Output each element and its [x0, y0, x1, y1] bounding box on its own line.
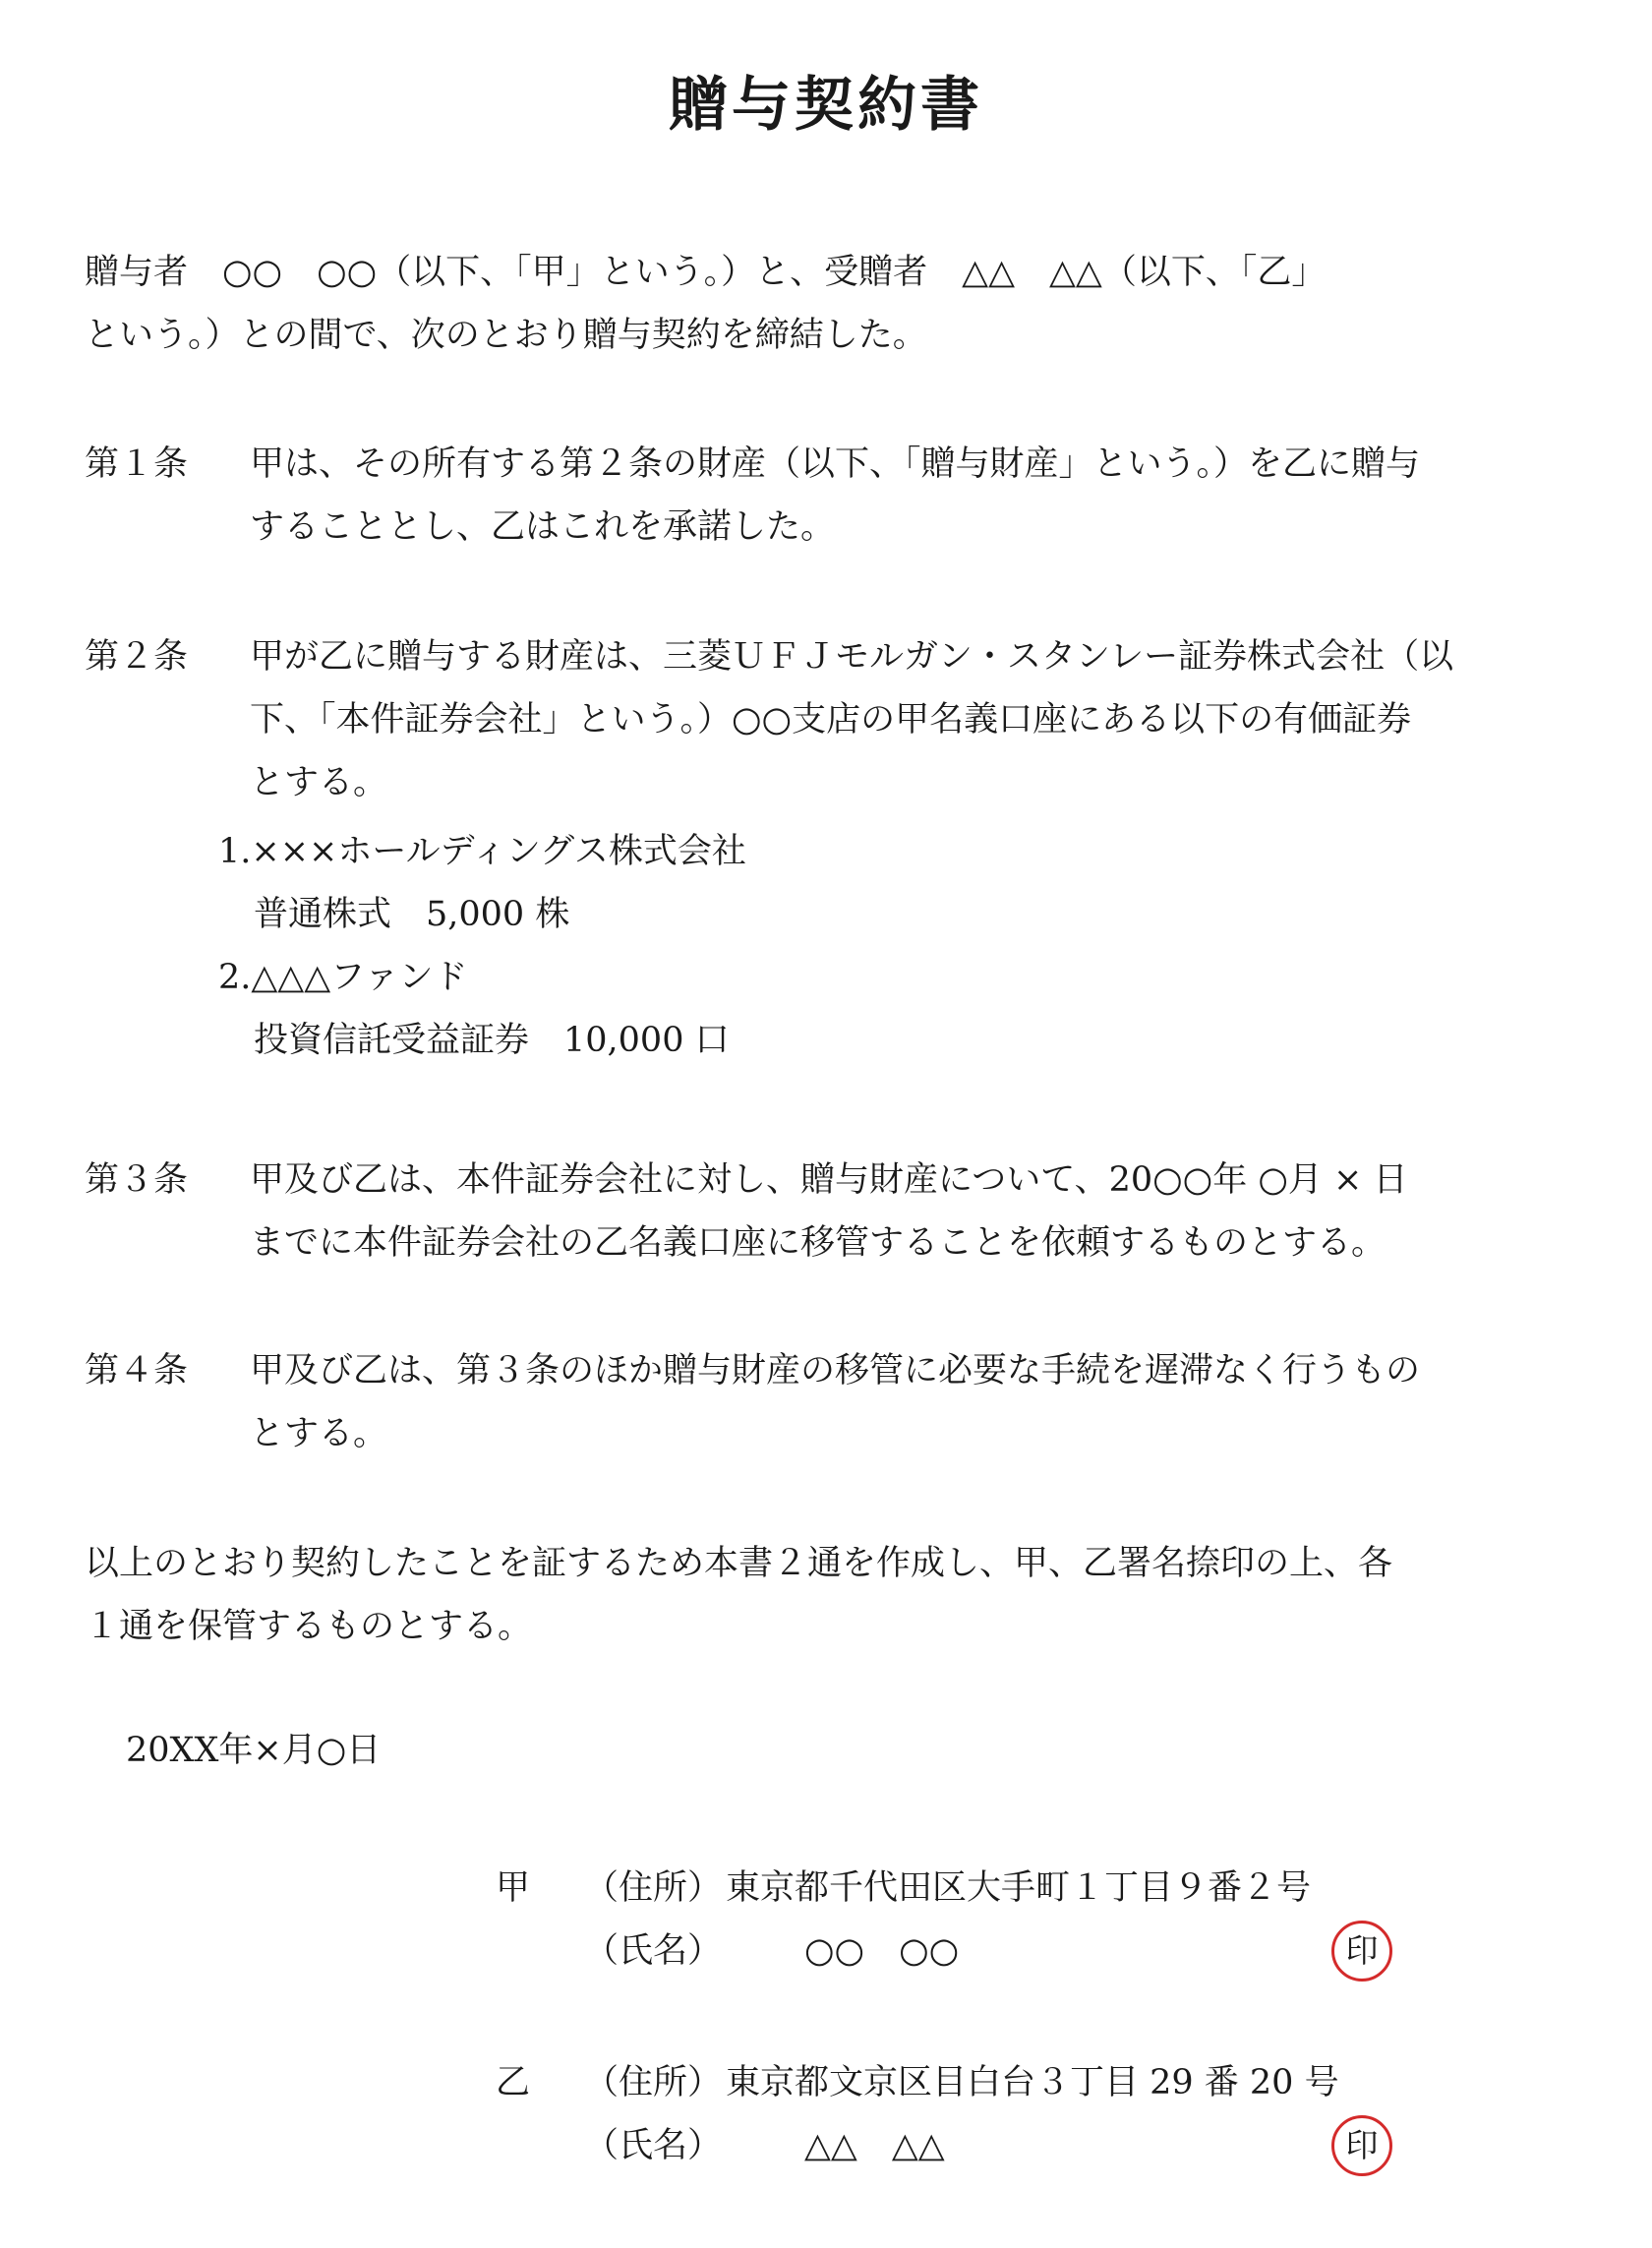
- article-label: 第１条: [85, 444, 189, 484]
- party-2-seal-stamp: 印: [1331, 2115, 1392, 2176]
- article-line: することとし、乙はこれを承諾した。: [250, 507, 836, 547]
- article-line: 下、「本件証券会社」という。）○○支店の甲名義口座にある以下の有価証券: [250, 700, 1412, 739]
- security-1-detail: 普通株式 5,000 株: [254, 895, 570, 934]
- closing-line: １通を保管するものとする。: [85, 1607, 533, 1646]
- party-2-role: 乙: [496, 2063, 531, 2102]
- security-2-detail: 投資信託受益証券 10,000 口: [254, 1021, 730, 1060]
- preamble-line: という。）との間で、次のとおり贈与契約を締結した。: [85, 316, 927, 355]
- preamble-line: 贈与者 ○○ ○○（以下、「甲」という。）と、受贈者 △△ △△（以下、「乙」: [85, 253, 1327, 292]
- article-label: 第３条: [85, 1160, 189, 1200]
- article-label: 第２条: [85, 637, 189, 677]
- party-2-address: 東京都文京区目白台３丁目 29 番 20 号: [726, 2063, 1339, 2102]
- party-1-seal-stamp: 印: [1331, 1921, 1392, 1982]
- preamble: [85, 241, 1579, 367]
- article-line: 甲は、その所有する第２条の財産（以下、「贈与財産」という。）を乙に贈与: [250, 444, 1421, 484]
- article-line: までに本件証券会社の乙名義口座に移管することを依頼するものとする。: [250, 1223, 1386, 1263]
- article-line: 甲及び乙は、本件証券会社に対し、贈与財産について、20○○年 ○月 × 日: [250, 1160, 1408, 1200]
- party-2-address-label: （住所）: [584, 2063, 723, 2102]
- document-title: 贈与契約書: [669, 71, 983, 140]
- security-1-name: 1.×××ホールディングス株式会社: [218, 832, 746, 871]
- party-1-name: ○○ ○○: [804, 1931, 960, 1971]
- party-1-address-label: （住所）: [584, 1868, 723, 1908]
- party-1-role: 甲: [496, 1868, 531, 1908]
- closing-line: 以上のとおり契約したことを証するため本書２通を作成し、甲、乙署名捺印の上、各: [85, 1544, 1393, 1583]
- article-line: とする。: [250, 1414, 388, 1453]
- article-line: 甲及び乙は、第３条のほか贈与財産の移管に必要な手続を遅滞なく行うもの: [250, 1351, 1421, 1390]
- article-line: とする。: [250, 763, 388, 802]
- party-2-name-label: （氏名）: [584, 2126, 723, 2165]
- article-line: 甲が乙に贈与する財産は、三菱ＵＦＪモルガン・スタンレー証券株式会社（以: [250, 637, 1454, 677]
- security-2-name: 2.△△△ファンド: [218, 958, 468, 997]
- party-2-name: △△ △△: [804, 2126, 945, 2165]
- contract-date: 20XX年×月○日: [126, 1731, 382, 1770]
- closing-paragraph: [85, 1532, 1579, 1658]
- article-label: 第４条: [85, 1351, 189, 1390]
- party-1-name-label: （氏名）: [584, 1931, 723, 1971]
- party-1-address: 東京都千代田区大手町１丁目９番２号: [726, 1868, 1312, 1908]
